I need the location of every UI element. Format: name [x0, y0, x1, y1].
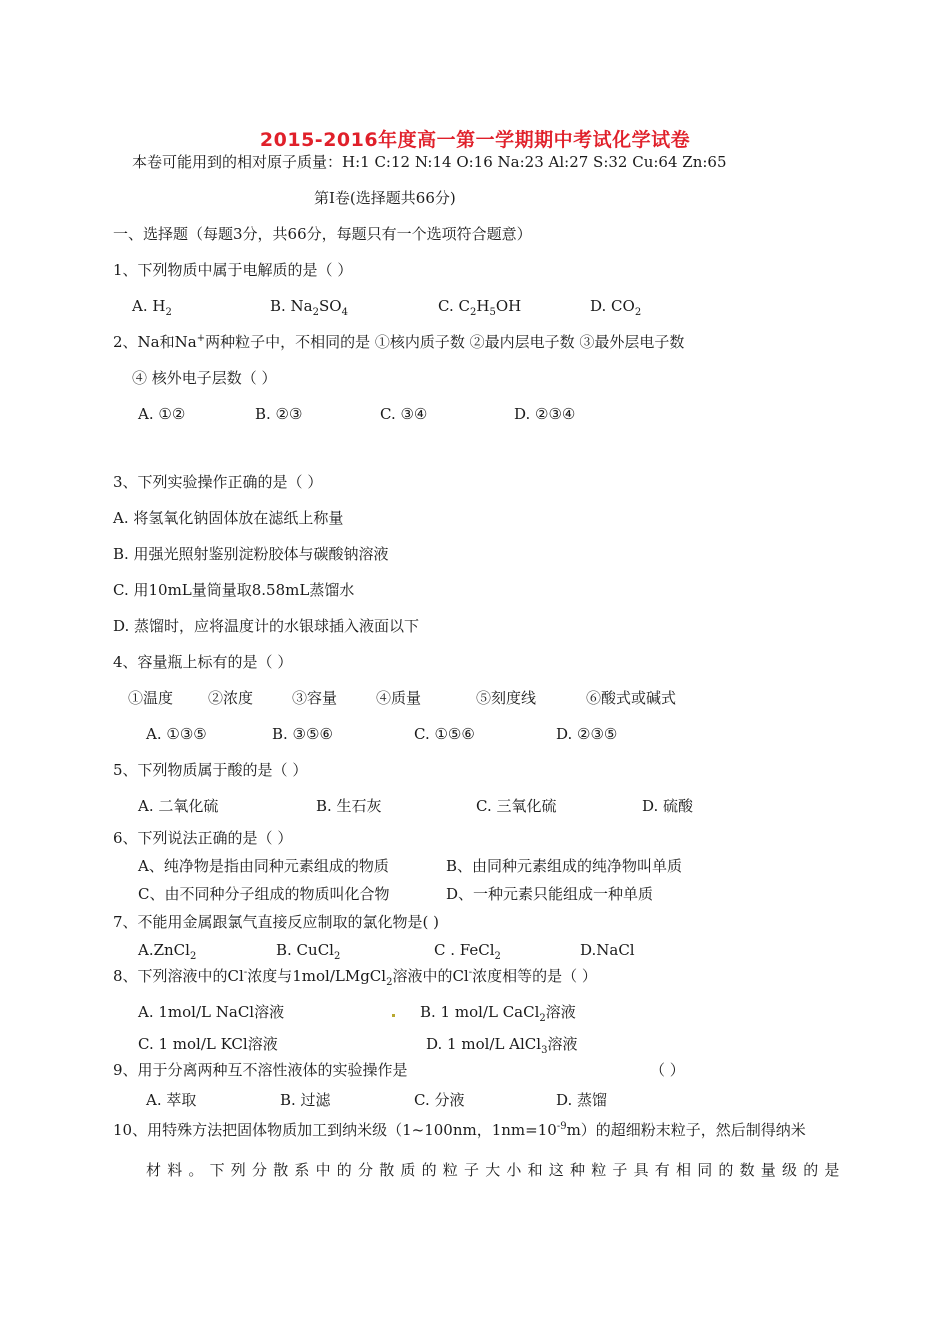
q2-stem: 2、Na和Na+两种粒子中，不相同的是 ①核内质子数 ②最内层电子数 ③最外层电子数	[113, 333, 685, 351]
q3-stem: 3、下列实验操作正确的是（ ）	[113, 473, 323, 491]
q6-option-d: D、一种元素只能组成一种单质	[446, 885, 654, 903]
q9-option-b: B. 过滤	[280, 1091, 331, 1109]
q4-item-3: ③容量	[292, 689, 338, 707]
q8-option-c: C. 1 mol/L KCl溶液	[138, 1035, 278, 1053]
q8-stem: 8、下列溶液中的Cl-浓度与1mol/LMgCl$_2$溶液中的Cl-浓度相等的是（ ）	[113, 967, 597, 988]
q8-option-d: D. 1 mol/L AlCl$_3$溶液	[426, 1035, 578, 1056]
q3-option-c: C. 用10mL量筒量取8.58mL蒸馏水	[113, 581, 355, 599]
q10-stem: 10、用特殊方法把固体物质加工到纳米级（1~100nm，$1nm=10^{-9}m$）的超细粉末粒子，然后制得纳米	[113, 1121, 806, 1139]
q4-option-c: C. ①⑤⑥	[414, 725, 475, 743]
q2-option-c: C. ③④	[380, 405, 428, 423]
q4-item-2: ②浓度	[208, 689, 254, 707]
q9-stem: 9、用于分离两种互不溶性液体的实验操作是	[113, 1061, 408, 1079]
q5-option-b: B. 生石灰	[316, 797, 382, 815]
q3-option-b: B. 用强光照射鉴别淀粉胶体与碳酸钠溶液	[113, 545, 389, 563]
q7-option-c: C . FeCl$_2$	[434, 941, 501, 962]
q10-stem-line2: 材料。下列分散系中的分散质的粒子大小和这种粒子具有相同的数量级的是	[146, 1161, 846, 1179]
q3-option-a: A. 将氢氧化钠固体放在滤纸上称量	[113, 509, 344, 527]
q5-option-d: D. 硫酸	[642, 797, 694, 815]
q8-option-b: B. 1 mol/L CaCl$_2$溶液	[420, 1003, 576, 1024]
part-one-heading: 一、选择题（每题3分，共66分，每题只有一个选项符合题意）	[113, 225, 532, 243]
q7-stem: 7、不能用金属跟氯气直接反应制取的氯化物是( )	[113, 913, 440, 931]
q4-item-6: ⑥酸式或碱式	[586, 689, 677, 707]
q1-option-c: C. $C_2H_5OH$	[438, 297, 522, 318]
q7-option-a: A.ZnCl$_2$	[138, 941, 197, 962]
q4-item-5: ⑤刻度线	[476, 689, 537, 707]
q5-option-c: C. 三氧化硫	[476, 797, 557, 815]
q2-stem-line2: ④ 核外电子层数（ ）	[132, 369, 277, 387]
q9-answer-paren: （ ）	[650, 1061, 685, 1079]
q6-option-a: A、纯净物是指由同种元素组成的物质	[138, 857, 389, 875]
section-title: 第Ⅰ卷(选择题共66分)	[314, 189, 456, 207]
q8-option-a: A. 1mol/L NaCl溶液	[138, 1003, 285, 1021]
q7-option-d: D.NaCl	[580, 941, 635, 959]
q4-option-b: B. ③⑤⑥	[272, 725, 333, 743]
exam-title: 2015-2016年度高一第一学期期中考试化学试卷	[259, 129, 691, 151]
q9-option-d: D. 蒸馏	[556, 1091, 608, 1109]
atomic-masses-note: 本卷可能用到的相对原子质量：H:1 C:12 N:14 O:16 Na:23 Al:27 S:32 Cu:64 Zn:65	[132, 153, 727, 171]
q2-option-b: B. ②③	[255, 405, 303, 423]
q6-stem: 6、下列说法正确的是（ ）	[113, 829, 293, 847]
q5-option-a: A. 二氧化硫	[138, 797, 219, 815]
q6-option-c: C、由不同种分子组成的物质叫化合物	[138, 885, 390, 903]
q3-option-d: D. 蒸馏时，应将温度计的水银球插入液面以下	[113, 617, 420, 635]
q1-option-a: A. $H_2$	[132, 297, 172, 318]
q1-option-d: D. $CO_2$	[590, 297, 642, 318]
q4-stem: 4、容量瓶上标有的是（ ）	[113, 653, 293, 671]
q4-item-1: ①温度	[128, 689, 174, 707]
q2-option-a: A. ①②	[138, 405, 186, 423]
q2-option-d: D. ②③④	[514, 405, 576, 423]
q9-option-c: C. 分液	[414, 1091, 465, 1109]
q1-stem: 1、下列物质中属于电解质的是（ ）	[113, 261, 353, 279]
q5-stem: 5、下列物质属于酸的是（ ）	[113, 761, 308, 779]
q4-option-a: A. ①③⑤	[146, 725, 207, 743]
q9-option-a: A. 萃取	[146, 1091, 197, 1109]
stray-dot	[392, 1014, 395, 1017]
q4-item-4: ④质量	[376, 689, 422, 707]
q4-option-d: D. ②③⑤	[556, 725, 618, 743]
q1-option-b: B. $Na_2SO_4$	[270, 297, 348, 318]
q7-option-b: B. CuCl$_2$	[276, 941, 341, 962]
q6-option-b: B、由同种元素组成的纯净物叫单质	[446, 857, 683, 875]
